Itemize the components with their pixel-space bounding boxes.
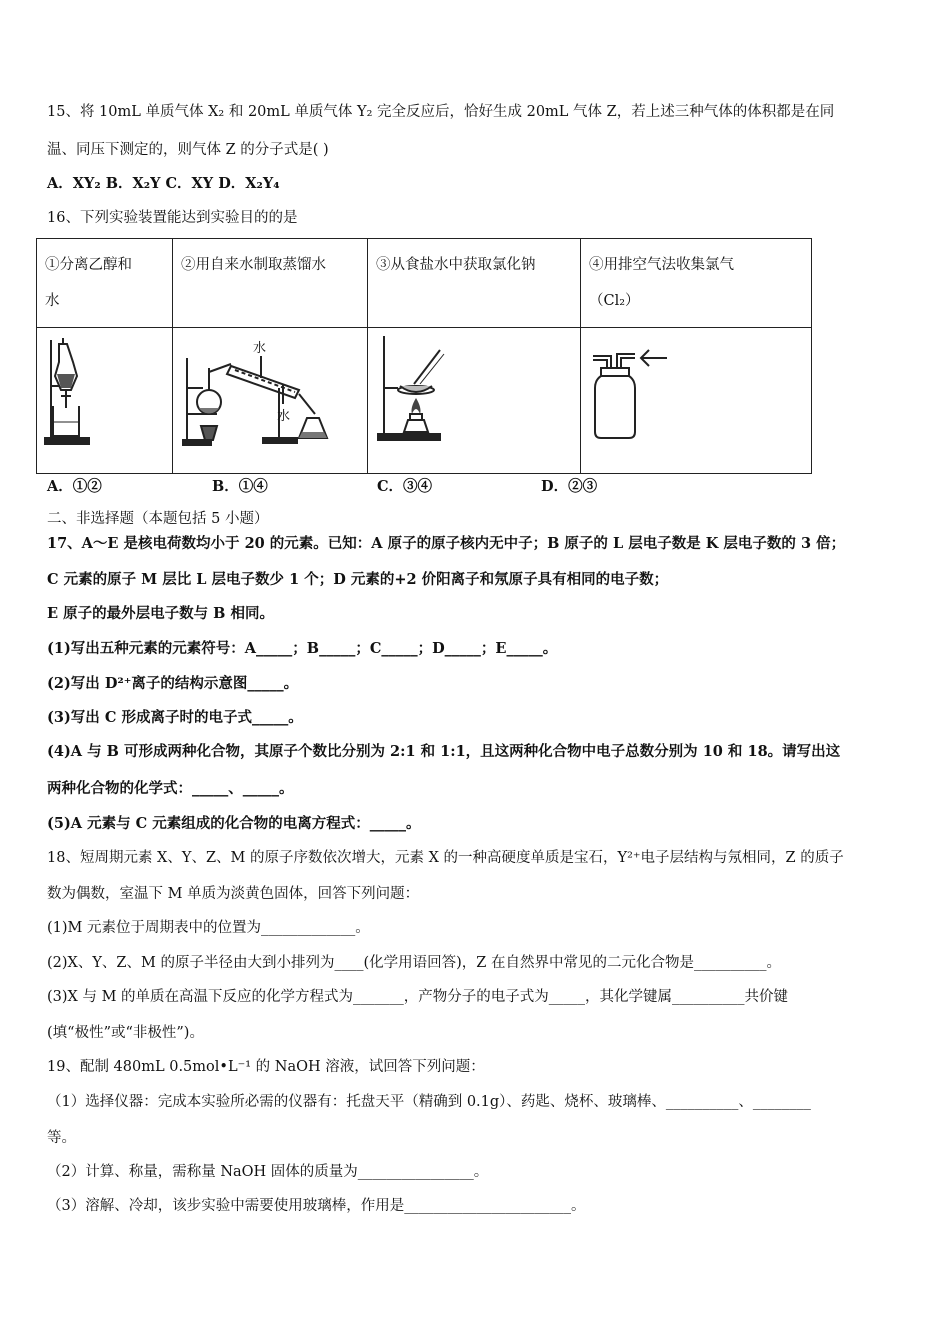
experiment-table bbox=[36, 238, 812, 474]
cell-1-line2: 水 bbox=[45, 293, 60, 309]
q16-stem: 16、下列实验装置能达到实验目的的是 bbox=[47, 210, 298, 226]
q18-line1: 18、短周期元素 X、Y、Z、M 的原子序数依次增大，元素 X 的一种高硬度单质是宝石，Y²⁺电子层结构与氖相同，Z 的质子 bbox=[47, 850, 844, 866]
q16-option-c: C．③④ bbox=[377, 478, 433, 495]
distillation-apparatus-icon bbox=[173, 328, 363, 473]
cell-2-image bbox=[173, 328, 368, 474]
cell-2-label bbox=[173, 239, 368, 328]
q16-option-b: B．①④ bbox=[212, 478, 268, 495]
q17-part2: (2)写出 D²⁺离子的结构示意图_____。 bbox=[47, 675, 299, 692]
q18-part2: (2)X、Y、Z、M 的原子半径由大到小排列为____(化学用语回答)，Z 在自然界中常见的二元化合物是__________。 bbox=[47, 955, 781, 971]
cell-4-line1: ④用排空气法收集氯气 bbox=[589, 257, 734, 273]
q15-options: A．XY₂ B．X₂Y C．XY D．X₂Y₄ bbox=[47, 175, 280, 192]
q18-part3: (3)X 与 M 的单质在高温下反应的化学方程式为_______，产物分子的电子式为_____，其化学键属__________共价键 bbox=[47, 989, 789, 1005]
cell-3-label bbox=[368, 239, 581, 328]
q17-part3: (3)写出 C 形成离子时的电子式_____。 bbox=[47, 709, 303, 726]
q19-stem: 19、配制 480mL 0.5mol•L⁻¹ 的 NaOH 溶液，试回答下列问题： bbox=[47, 1059, 485, 1075]
cell-1-line1: ①分离乙醇和 bbox=[45, 257, 132, 273]
cell-3-image bbox=[368, 328, 581, 474]
q17-part4-line2: 两种化合物的化学式：_____、_____。 bbox=[47, 780, 294, 797]
water-inlet-label: 水 bbox=[253, 341, 267, 356]
gas-collecting-bottle-icon bbox=[581, 328, 811, 473]
q17-line3: E 原子的最外层电子数与 B 相同。 bbox=[47, 605, 274, 622]
q18-part1: (1)M 元素位于周期表中的位置为_____________。 bbox=[47, 920, 370, 936]
cell-4-label bbox=[581, 239, 812, 328]
water-outlet-label: 水 bbox=[277, 409, 291, 424]
q16-option-a: A．①② bbox=[47, 478, 102, 495]
q18-line2: 数为偶数，室温下 M 单质为淡黄色固体，回答下列问题： bbox=[47, 886, 420, 902]
q19-part1-line2: 等。 bbox=[47, 1130, 76, 1146]
section-2-heading: 二、非选择题（本题包括 5 小题） bbox=[47, 511, 269, 527]
q16-option-d: D．②③ bbox=[541, 478, 598, 495]
cell-4-image bbox=[581, 328, 812, 474]
q19-part2: （2）计算、称量，需称量 NaOH 固体的质量为________________。 bbox=[47, 1164, 489, 1180]
q17-part4-line1: (4)A 与 B 可形成两种化合物，其原子个数比分别为 2:1 和 1:1，且这两种化合物中电子总数分别为 10 和 18。请写出这 bbox=[47, 743, 841, 760]
q17-part5: (5)A 元素与 C 元素组成的化合物的电离方程式：_____。 bbox=[47, 815, 421, 832]
separatory-funnel-icon bbox=[37, 328, 172, 473]
cell-4-line2: （Cl₂） bbox=[589, 293, 640, 309]
cell-3-line1: ③从食盐水中获取氯化钠 bbox=[376, 257, 536, 273]
q17-line2: C 元素的原子 M 层比 L 层电子数少 1 个；D 元素的+2 价阳离子和氖原子具有相同的电子数； bbox=[47, 571, 669, 588]
q19-part1-line1: （1）选择仪器：完成本实验所必需的仪器有：托盘天平（精确到 0.1g）、药匙、烧杯、玻璃棒、__________、________ bbox=[47, 1094, 811, 1110]
evaporation-apparatus-icon bbox=[368, 328, 578, 473]
cell-2-line1: ②用自来水制取蒸馏水 bbox=[181, 257, 326, 273]
q15-line1: 15、将 10mL 单质气体 X₂ 和 20mL 单质气体 Y₂ 完全反应后，恰好生成 20mL 气体 Z，若上述三种气体的体积都是在同 bbox=[47, 104, 835, 120]
q15-line2: 温、同压下测定的，则气体 Z 的分子式是( ) bbox=[47, 142, 329, 158]
q17-line1: 17、A～E 是核电荷数均小于 20 的元素。已知：A 原子的原子核内无中子；B 原子的 L 层电子数是 K 层电子数的 3 倍； bbox=[47, 535, 846, 552]
cell-1-image bbox=[37, 328, 173, 474]
q17-part1: (1)写出五种元素的元素符号：A_____；B_____；C_____；D_____；E_____。 bbox=[47, 640, 558, 657]
q19-part3: （3）溶解、冷却，该步实验中需要使用玻璃棒，作用是_______________________。 bbox=[47, 1198, 586, 1214]
q18-part3-note: (填“极性”或“非极性”)。 bbox=[47, 1025, 204, 1041]
cell-1-label bbox=[37, 239, 173, 328]
